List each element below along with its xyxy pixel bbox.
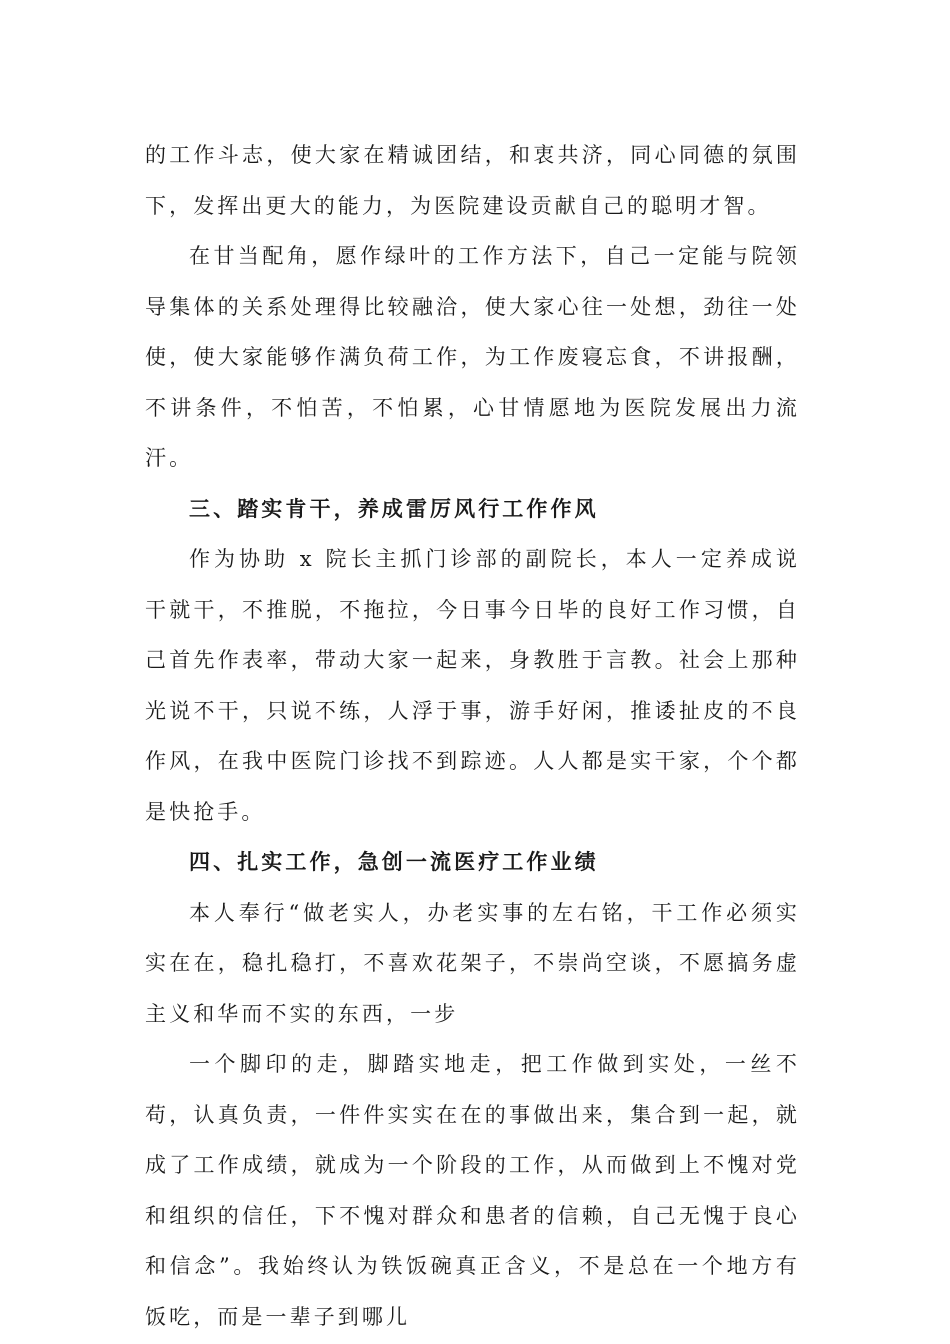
paragraph-1: 的工作斗志，使大家在精诚团结，和衷共济，同心同德的氛围下，发挥出更大的能力，为医院建设贡献自己的聪明才智。: [145, 143, 800, 218]
paragraph-6: 本人奉行“做老实人，办老实事的左右铭，干工作必须实实在在，稳扎稳打，不喜欢花架子，不崇尚空谈，不愿搞务虚主义和华而不实的东西，一步: [145, 900, 800, 1026]
section-heading-3: 三、踏实肯干，养成雷厉风行工作作风: [189, 495, 599, 521]
paragraph-7: 一个脚印的走，脚踏实地走，把工作做到实处，一丝不苟，认真负责，一件件实实在在的事做出来，集合到一起，就成了工作成绩，就成为一个阶段的工作，从而做到上不愧对党和组织的信任，下不愧对群众和患者的信赖，自己无愧于良心和信念”。我始终认为铁饭碗真正含义，不是总在一个地方有饭吃，而是一辈子到哪儿: [145, 1052, 800, 1329]
paragraph-2: 在甘当配角，愿作绿叶的工作方法下，自己一定能与院领导集体的关系处理得比较融洽，使大家心往一处想，劲往一处使，使大家能够作满负荷工作，为工作废寝忘食，不讲报酬，不讲条件，不怕苦，不怕累，心甘情愿地为医院发展出力流汗。: [145, 244, 800, 470]
paragraph-4: 作为协助 x 院长主抓门诊部的副院长，本人一定养成说干就干，不推脱，不拖拉，今日事今日毕的良好工作习惯，自己首先作表率，带动大家一起来，身教胜于言教。社会上那种光说不干，只说不练，人浮于事，游手好闲，推诿扯皮的不良作风，在我中医院门诊找不到踪迹。人人都是实干家，个个都是快抢手。: [145, 547, 800, 824]
section-heading-4: 四、扎实工作，急创一流医疗工作业绩: [189, 849, 599, 874]
